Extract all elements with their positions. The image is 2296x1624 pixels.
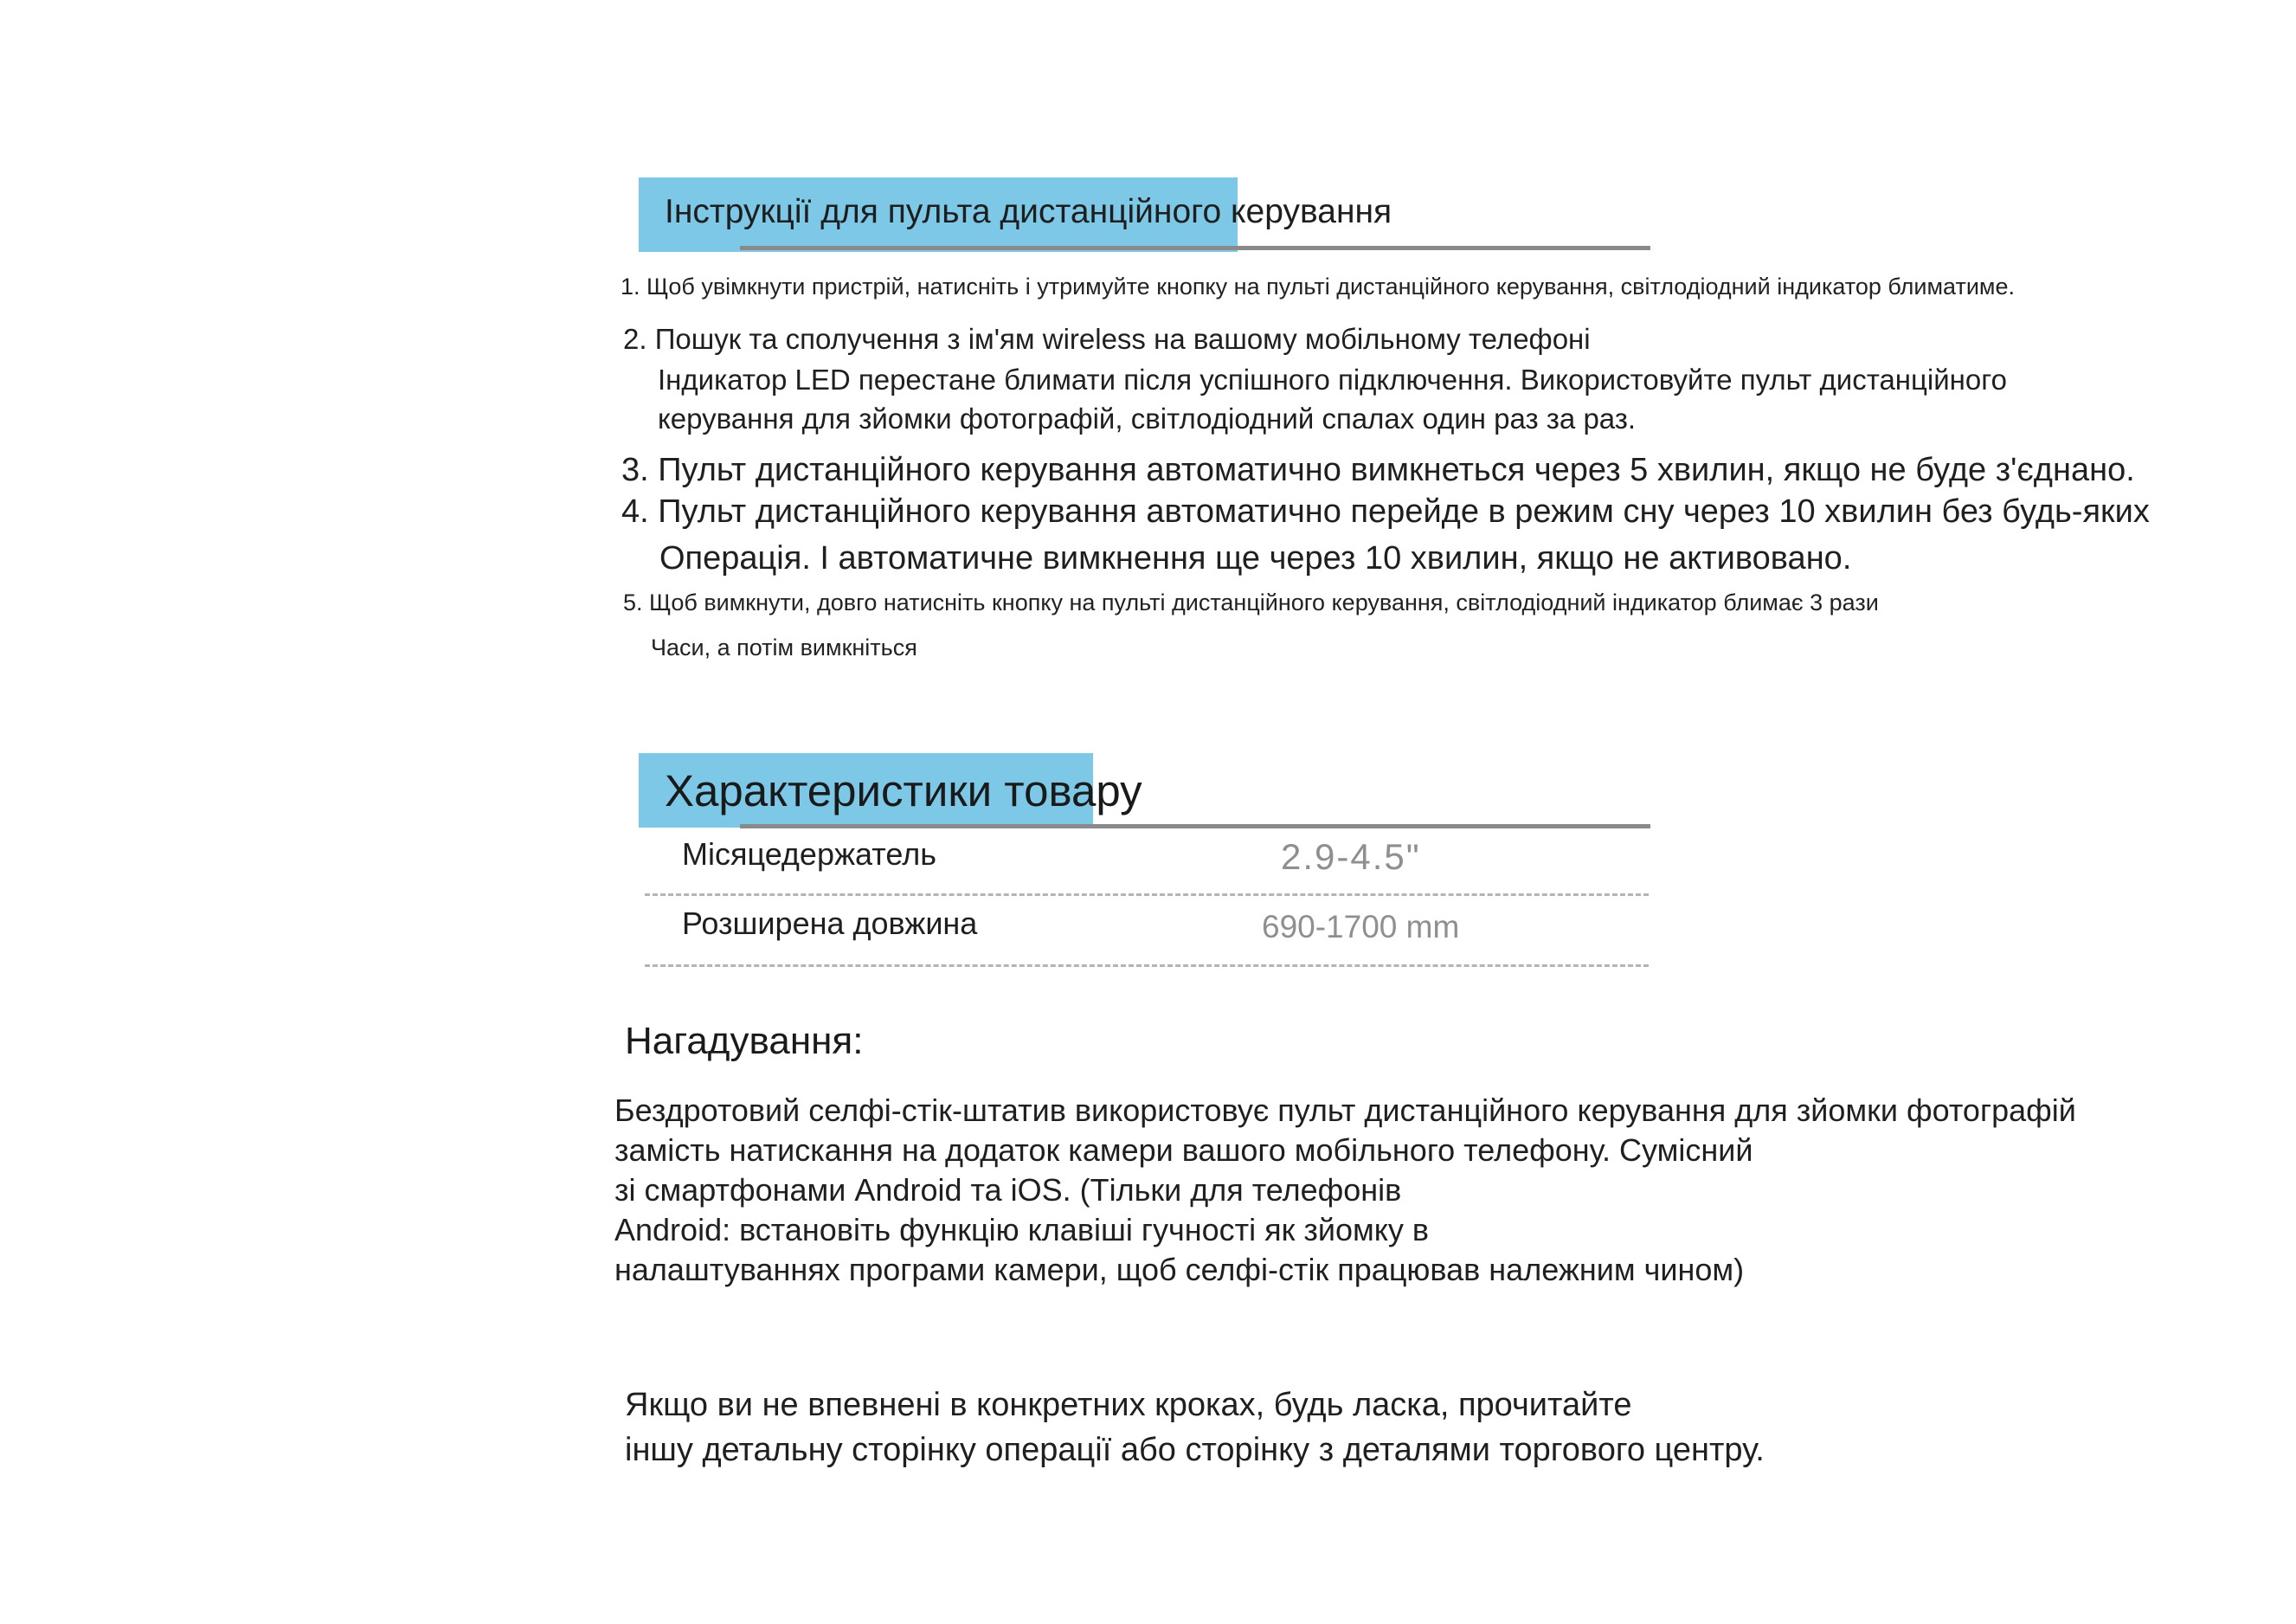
step-5-line-1: 5. Щоб вимкнути, довго натисніть кнопку на пульті дистанційного керування, світлодіодний індикатор блимає 3 рази bbox=[623, 590, 1879, 615]
spec-value-length: 690-1700 mm bbox=[1262, 909, 1460, 944]
spec-label-length: Розширена довжина bbox=[682, 905, 978, 941]
reminder-line: замість натискання на додаток камери вашого мобільного телефону. Сумісний bbox=[614, 1132, 1753, 1168]
spec-divider bbox=[645, 893, 1649, 896]
spec-label-holder: Місяцедержатель bbox=[682, 836, 936, 872]
specs-title: Характеристики товару bbox=[665, 766, 1142, 815]
step-4-line-2: Операція. І автоматичне вимкнення ще через 10 хвилин, якщо не активовано. bbox=[659, 540, 1852, 577]
step-3: 3. Пульт дистанційного керування автоматично вимкнеться через 5 хвилин, якщо не буде з'єднано. bbox=[621, 452, 2135, 488]
spec-divider bbox=[645, 964, 1649, 967]
step-1: 1. Щоб увімкнути пристрій, натисніть і утримуйте кнопку на пульті дистанційного керування, світлодіодний індикатор блиматиме. bbox=[621, 274, 2015, 300]
step-5-line-2: Часи, а потім вимкніться bbox=[651, 635, 917, 661]
specs-header-rule bbox=[740, 824, 1650, 828]
note-line: Якщо ви не впевнені в конкретних кроках, будь ласка, прочитайте bbox=[625, 1387, 1632, 1423]
reminder-line: Бездротовий селфі-стік-штатив використовує пульт дистанційного керування для зйомки фотографій bbox=[614, 1092, 2076, 1128]
reminder-title: Нагадування: bbox=[625, 1020, 864, 1062]
reminder-line: Android: встановіть функцію клавіші гучності як зйомку в bbox=[614, 1212, 1430, 1247]
spec-value-holder: 2.9-4.5" bbox=[1281, 836, 1421, 877]
remote-header-rule bbox=[740, 246, 1650, 250]
remote-instructions-title: Інструкції для пульта дистанційного керування bbox=[665, 193, 1392, 230]
step-4-line-1: 4. Пульт дистанційного керування автоматично перейде в режим сну через 10 хвилин без будь-яких bbox=[621, 493, 2150, 530]
reminder-line: зі смартфонами Android та iOS. (Тільки для телефонів bbox=[614, 1172, 1402, 1208]
reminder-line: налаштуваннях програми камери, щоб селфі-стік працював належним чином) bbox=[614, 1252, 1745, 1287]
step-2-line-3: керування для зйомки фотографій, світлодіодний спалах один раз за раз. bbox=[658, 403, 1637, 435]
step-2-line-1: 2. Пошук та сполучення з ім'ям wireless на вашому мобільному телефоні bbox=[623, 323, 1591, 355]
note-line: іншу детальну сторінку операції або сторінку з деталями торгового центру. bbox=[625, 1432, 1765, 1468]
step-2-line-2: Індикатор LED перестане блимати після успішного підключення. Використовуйте пульт дистанційного bbox=[658, 364, 2007, 396]
